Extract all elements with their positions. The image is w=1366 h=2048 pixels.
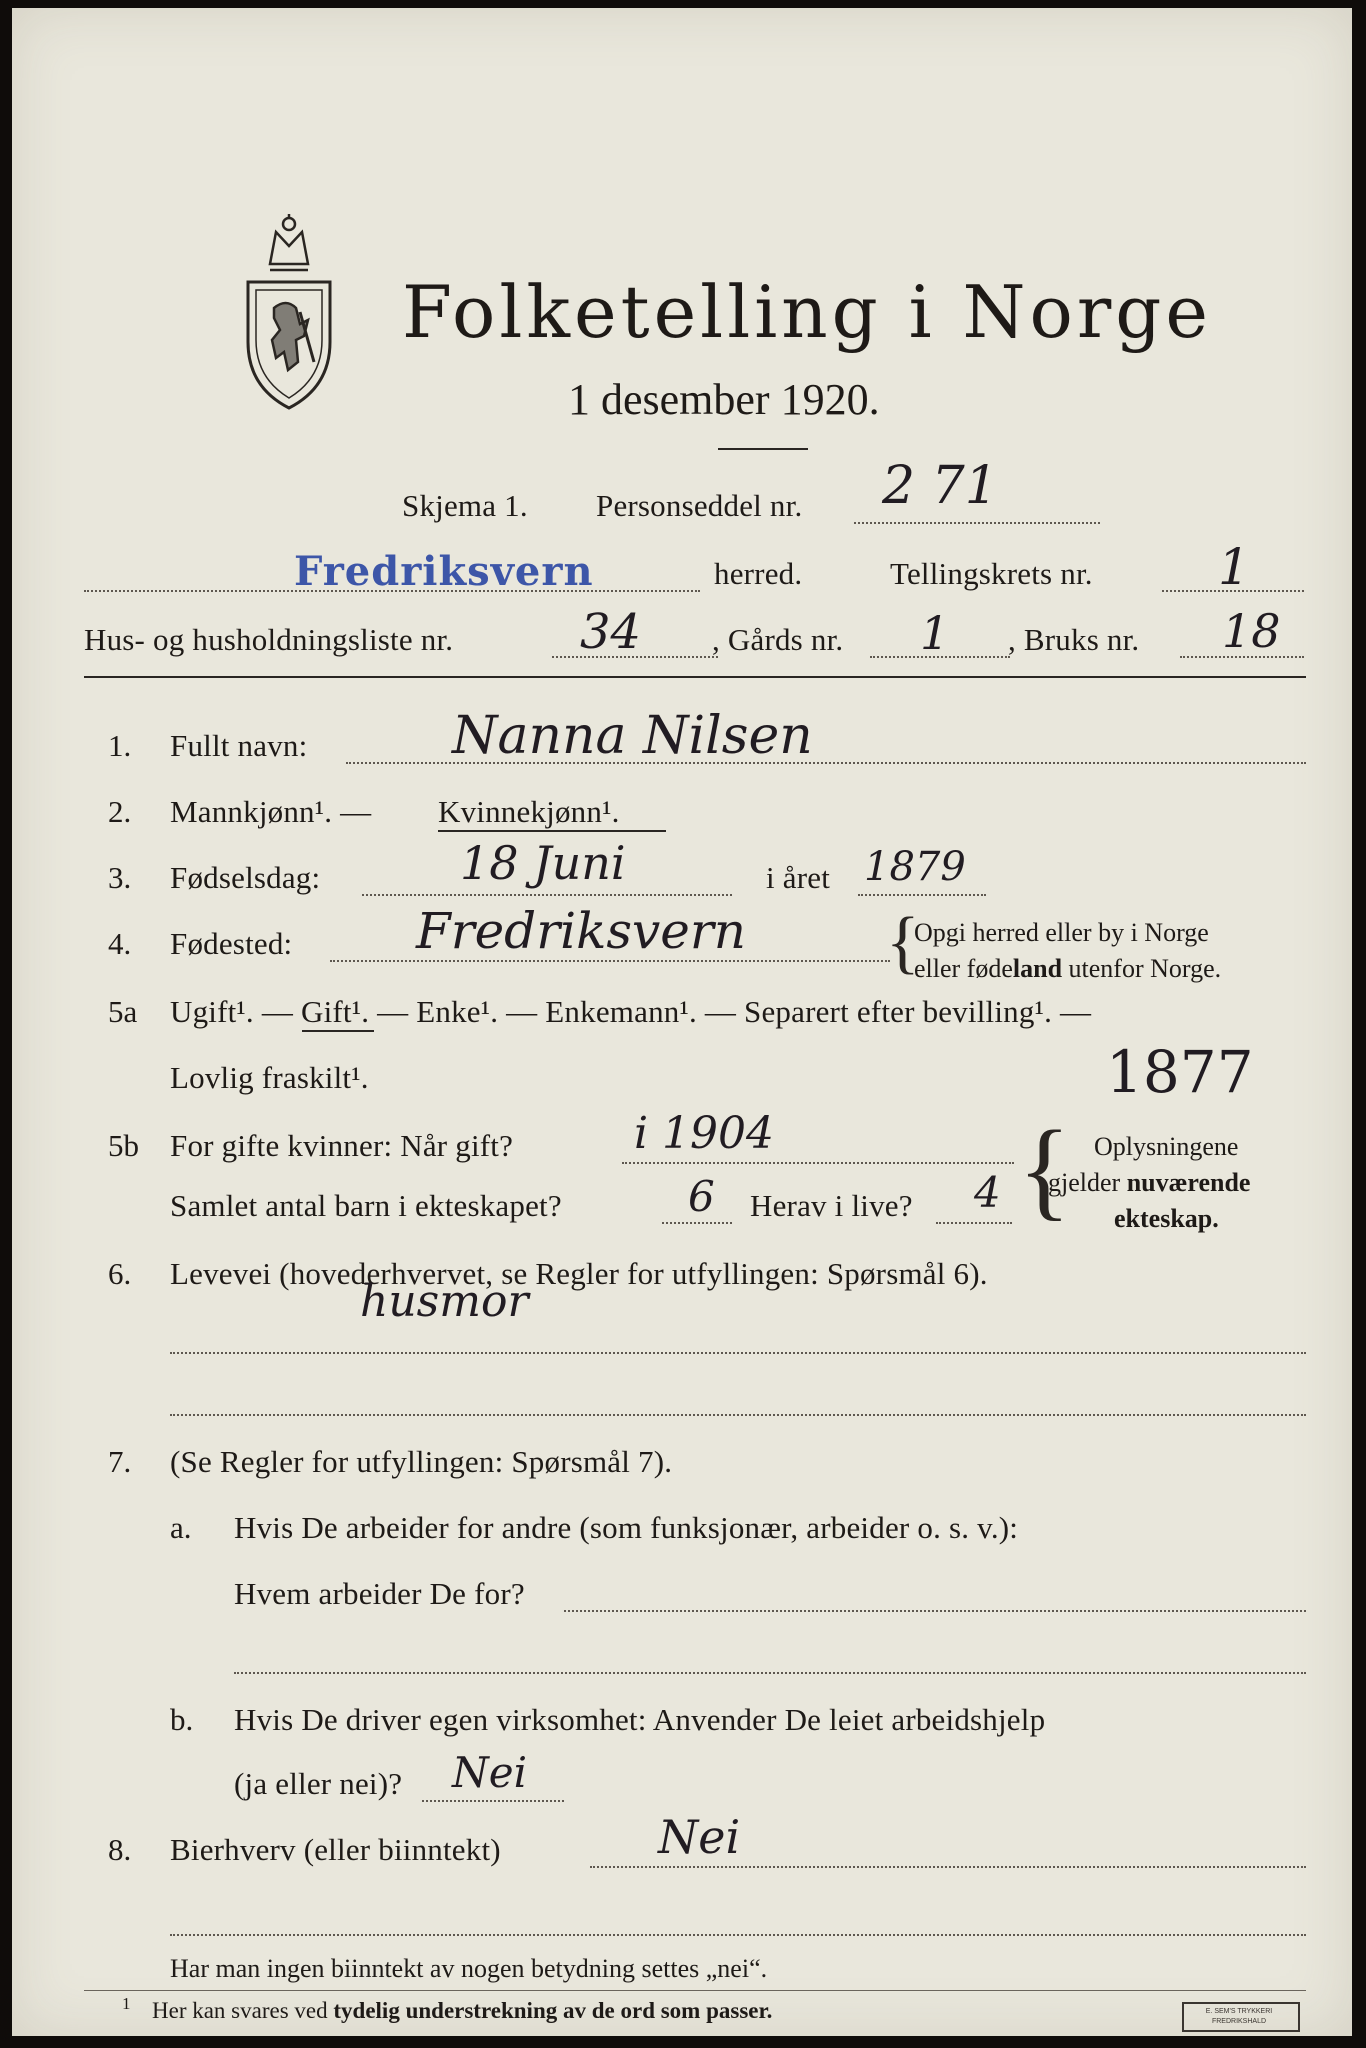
schema-label: Skjema 1. bbox=[402, 488, 528, 523]
q8-extra-line bbox=[170, 1934, 1306, 1936]
tellingskrets-label: Tellingskrets nr. bbox=[890, 556, 1093, 591]
margin-note-year: 1877 bbox=[1106, 1038, 1254, 1106]
herred-stamp[interactable]: Fredriksvern bbox=[294, 548, 594, 595]
header-separator bbox=[84, 676, 1306, 678]
q5b-number: 5b bbox=[108, 1128, 139, 1163]
q6-number: 6. bbox=[108, 1256, 132, 1291]
census-form-sheet bbox=[12, 8, 1352, 2036]
q5b-label: For gifte kvinner: Når gift? bbox=[170, 1128, 514, 1163]
married-underline bbox=[302, 1030, 374, 1032]
footnote-mark: 1 bbox=[122, 1994, 131, 2013]
children-line bbox=[662, 1222, 732, 1224]
divorced-option[interactable]: Lovlig fraskilt¹. bbox=[170, 1060, 369, 1095]
q6-label: Levevei (hovederhvervet, se Regler for utfyllingen: Spørsmål 6). bbox=[170, 1256, 988, 1291]
q7a-label2: Hvem arbeider De for? bbox=[234, 1576, 525, 1611]
hired-help-value[interactable]: Nei bbox=[452, 1748, 528, 1797]
q1-number: 1. bbox=[108, 728, 132, 763]
alive-value[interactable]: 4 bbox=[974, 1168, 1001, 1217]
no-income-note: Har man ingen biinntekt av nogen betydning settes „nei“. bbox=[170, 1954, 768, 1983]
footnote-separator bbox=[84, 1990, 1306, 1991]
q3-label: Fødselsdag: bbox=[170, 860, 321, 895]
q7b-number: b. bbox=[170, 1702, 194, 1737]
gards-label: , Gårds nr. bbox=[712, 622, 844, 657]
birthplace-value[interactable]: Fredriksvern bbox=[416, 902, 746, 960]
children-label: Samlet antal barn i ekteskapet? bbox=[170, 1188, 562, 1223]
q7-label: (Se Regler for utfyllingen: Spørsmål 7). bbox=[170, 1444, 673, 1479]
bruks-value[interactable]: 18 bbox=[1222, 604, 1281, 658]
q3-date-line bbox=[362, 894, 732, 896]
q5b-brace: { bbox=[1018, 1108, 1071, 1230]
occupation-value[interactable]: husmor bbox=[360, 1276, 529, 1327]
q7b-label2: (ja eller nei)? bbox=[234, 1766, 403, 1801]
full-name-value[interactable]: Nanna Nilsen bbox=[452, 706, 813, 766]
q8-label: Bierhverv (eller biinntekt) bbox=[170, 1832, 501, 1867]
year-label: i året bbox=[766, 860, 831, 895]
q6-line-2 bbox=[170, 1414, 1306, 1416]
q4-note-line2: eller fødeland utenfor Norge. bbox=[914, 954, 1222, 983]
printer-stamp: E. SEM'S TRYKKERI FREDRIKSHALD bbox=[1182, 2002, 1300, 2032]
personseddel-line bbox=[854, 522, 1100, 524]
q4-brace: { bbox=[886, 904, 920, 981]
husholdningsliste-label: Hus- og husholdningsliste nr. bbox=[84, 622, 454, 657]
q4-note-line1: Opgi herred eller by i Norge bbox=[914, 918, 1209, 947]
q7a-line-1 bbox=[564, 1610, 1306, 1612]
gards-value[interactable]: 1 bbox=[920, 606, 950, 660]
q4-number: 4. bbox=[108, 926, 132, 961]
husholdningsliste-value[interactable]: 34 bbox=[580, 604, 642, 660]
norwegian-coat-of-arms-icon bbox=[240, 212, 338, 412]
male-option[interactable]: Mannkjønn¹. — bbox=[170, 794, 372, 829]
title-divider bbox=[718, 448, 808, 450]
q7b-label: Hvis De driver egen virksomhet: Anvender De leiet arbeidshjelp bbox=[234, 1702, 1046, 1737]
footnote-text: Her kan svares ved tydelig understrekning av de ord som passer. bbox=[152, 1998, 773, 2023]
q7a-number: a. bbox=[170, 1510, 192, 1545]
herred-label: herred. bbox=[714, 556, 803, 591]
tellingskrets-value[interactable]: 1 bbox=[1218, 538, 1250, 596]
marital-status-options[interactable]: Ugift¹. — Gift¹. — Enke¹. — Enkemann¹. — Separert efter bevilling¹. — bbox=[170, 994, 1092, 1029]
side-income-value[interactable]: Nei bbox=[658, 1810, 741, 1864]
personseddel-value[interactable]: 2 71 bbox=[882, 456, 998, 516]
census-date: 1 desember 1920. bbox=[568, 375, 880, 424]
q5b-note-line2: gjelder nuværende bbox=[1048, 1168, 1251, 1197]
bruks-label: , Bruks nr. bbox=[1008, 622, 1140, 657]
q4-line bbox=[330, 960, 890, 962]
children-value[interactable]: 6 bbox=[688, 1172, 715, 1221]
alive-label: Herav i live? bbox=[750, 1188, 913, 1223]
personseddel-label: Personseddel nr. bbox=[596, 488, 803, 523]
q7a-label: Hvis De arbeider for andre (som funksjonær, arbeider o. s. v.): bbox=[234, 1510, 1019, 1545]
q4-label: Fødested: bbox=[170, 926, 293, 961]
q7a-line-2 bbox=[234, 1672, 1306, 1674]
q3-year-line bbox=[858, 894, 986, 896]
form-title: Folketelling i Norge bbox=[402, 270, 1212, 354]
q6-line-1 bbox=[170, 1352, 1306, 1354]
q2-number: 2. bbox=[108, 794, 132, 829]
q5b-married-line bbox=[622, 1162, 1014, 1164]
female-option[interactable]: Kvinnekjønn¹. bbox=[438, 794, 620, 829]
q8-number: 8. bbox=[108, 1832, 132, 1867]
q7-number: 7. bbox=[108, 1444, 132, 1479]
married-year-value[interactable]: i 1904 bbox=[634, 1108, 775, 1159]
q5b-note-line3: ekteskap. bbox=[1114, 1204, 1219, 1233]
birth-year-value[interactable]: 1879 bbox=[864, 844, 966, 890]
q5a-number: 5a bbox=[108, 994, 138, 1029]
q5b-note-line1: Oplysningene bbox=[1094, 1132, 1239, 1161]
alive-line bbox=[936, 1222, 1012, 1224]
birthdate-value[interactable]: 18 Juni bbox=[460, 836, 626, 890]
q8-line bbox=[590, 1866, 1306, 1868]
q7b-line bbox=[422, 1800, 564, 1802]
q3-number: 3. bbox=[108, 860, 132, 895]
q1-label: Fullt navn: bbox=[170, 728, 308, 763]
female-underline bbox=[438, 830, 666, 832]
